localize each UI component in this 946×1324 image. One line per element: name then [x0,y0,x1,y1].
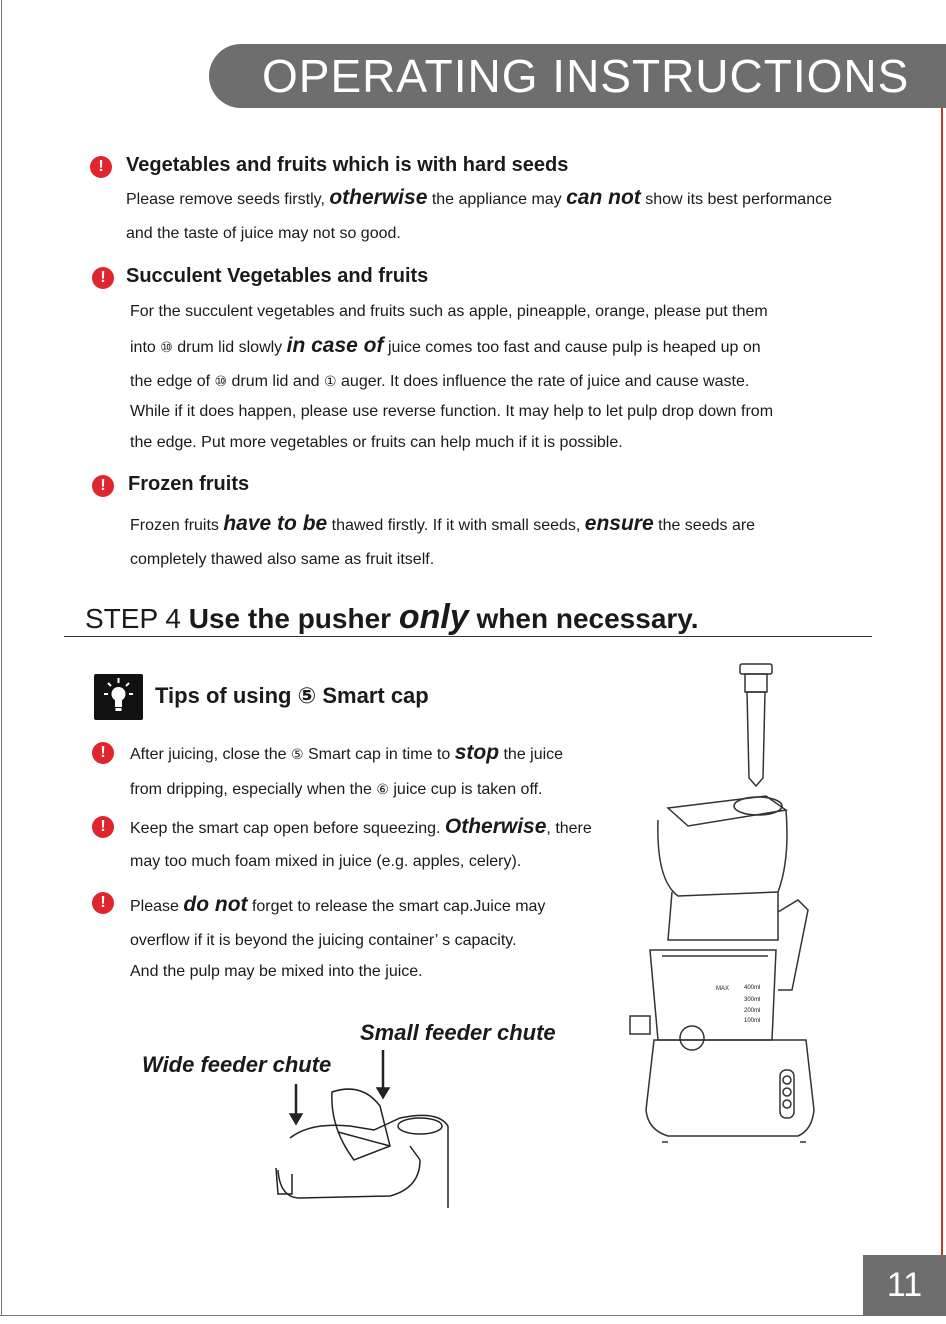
tip1-line1 [130,743,563,765]
text: juice comes too fast and cause pulp is heaped up on [383,339,761,356]
step-divider [64,636,872,637]
warning-icon: ! [92,892,114,914]
emphasis: in case of [286,334,384,357]
text: into [130,339,161,356]
text: Please remove seeds firstly, [126,191,330,208]
section2-line4: While if it does happen, please use reverse function. It may help to let pulp drop down from [130,403,774,420]
cup-mark-200: 200ml [744,1008,761,1014]
part-number: ⑥ [376,781,389,797]
page-border-right [941,60,943,1300]
page-title: OPERATING INSTRUCTIONS [262,50,910,102]
section1-line1 [126,188,832,210]
section2-line3 [130,371,749,392]
part-number: ⑩ [160,339,173,355]
section-heading-hard-seeds: Vegetables and fruits which is with hard seeds [126,154,569,176]
small-feeder-chute-label: Small feeder chute [360,1020,556,1045]
section2-line1: For the succulent vegetables and fruits such as apple, pineapple, orange, please put them [130,303,768,320]
text: forget to release the smart cap.Juice may [247,898,546,915]
text: Please [130,898,184,915]
emphasis: otherwise [329,186,428,209]
text: the appliance may [427,191,567,208]
emphasis: only [398,598,469,636]
part-number: ① [324,373,337,389]
emphasis: do not [183,893,248,916]
page-border-left [1,0,2,1316]
text: auger. It does influence the rate of juice and cause waste. [336,373,750,390]
section2-line2 [130,336,761,358]
text: , there [546,820,592,837]
text: thawed firstly. If it with small seeds, [327,517,585,534]
emphasis: Otherwise [444,815,547,838]
text: the juice [499,746,564,763]
section2-line5: the edge. Put more vegetables or fruits can help much if it is possible. [130,434,623,451]
emphasis: have to be [223,512,328,535]
section1-line2: and the taste of juice may not so good. [126,225,401,242]
juicer-illustration [628,660,848,1200]
tip3-line2: overflow if it is beyond the juicing container’ s capacity. [130,932,517,949]
section3-line2: completely thawed also same as fruit itself. [130,551,435,568]
feeder-chute-illustration [270,1048,470,1198]
text: juice cup is taken off. [388,781,543,798]
warning-icon: ! [92,267,114,289]
warning-icon: ! [90,156,112,178]
warning-icon: ! [92,816,114,838]
tip3-line1 [130,895,545,917]
part-number: ⑤ [290,746,304,762]
text: Keep the smart cap open before squeezing. [130,820,445,837]
text: Frozen fruits [130,517,224,534]
emphasis: ensure [584,512,654,535]
tip3-line3: And the pulp may be mixed into the juice. [130,963,423,980]
step-number: STEP 4 [85,603,189,634]
wide-feeder-chute-label: Wide feeder chute [142,1052,332,1077]
text: the seeds are [653,517,756,534]
text: Smart cap in time to [303,746,455,763]
text: from dripping, especially when the [130,781,377,798]
text: the edge of [130,373,215,390]
text: drum lid slowly [172,339,287,356]
warning-icon: ! [92,742,114,764]
text: Smart cap [316,683,429,708]
cup-mark-400: 400ml [744,985,761,991]
text: Tips of using [155,683,298,708]
text: Use the pusher [188,603,399,634]
step-heading [85,598,699,638]
page-border-bottom [0,1315,946,1316]
part-number: ⑩ [214,373,228,389]
warning-icon: ! [92,475,114,497]
text: show its best performance [640,191,832,208]
lightbulb-icon [94,674,143,720]
text: drum lid and [227,373,325,390]
tip2-line1 [130,817,592,839]
text: After juicing, close the [130,746,291,763]
section-heading-succulent: Succulent Vegetables and fruits [126,265,429,287]
part-number: ⑤ [297,683,317,708]
tip1-line2 [130,779,543,800]
cup-max-label: MAX [716,986,730,992]
section3-line1 [130,514,755,536]
cup-mark-100: 100ml [744,1018,761,1024]
emphasis: stop [454,741,500,764]
cup-mark-300: 300ml [744,997,761,1003]
section-heading-frozen: Frozen fruits [128,473,250,495]
tips-title [155,683,429,709]
text: when necessary. [468,603,699,634]
emphasis: can not [566,186,641,209]
page-number: 11 [863,1255,946,1316]
tip2-line2: may too much foam mixed in juice (e.g. apples, celery). [130,853,522,870]
